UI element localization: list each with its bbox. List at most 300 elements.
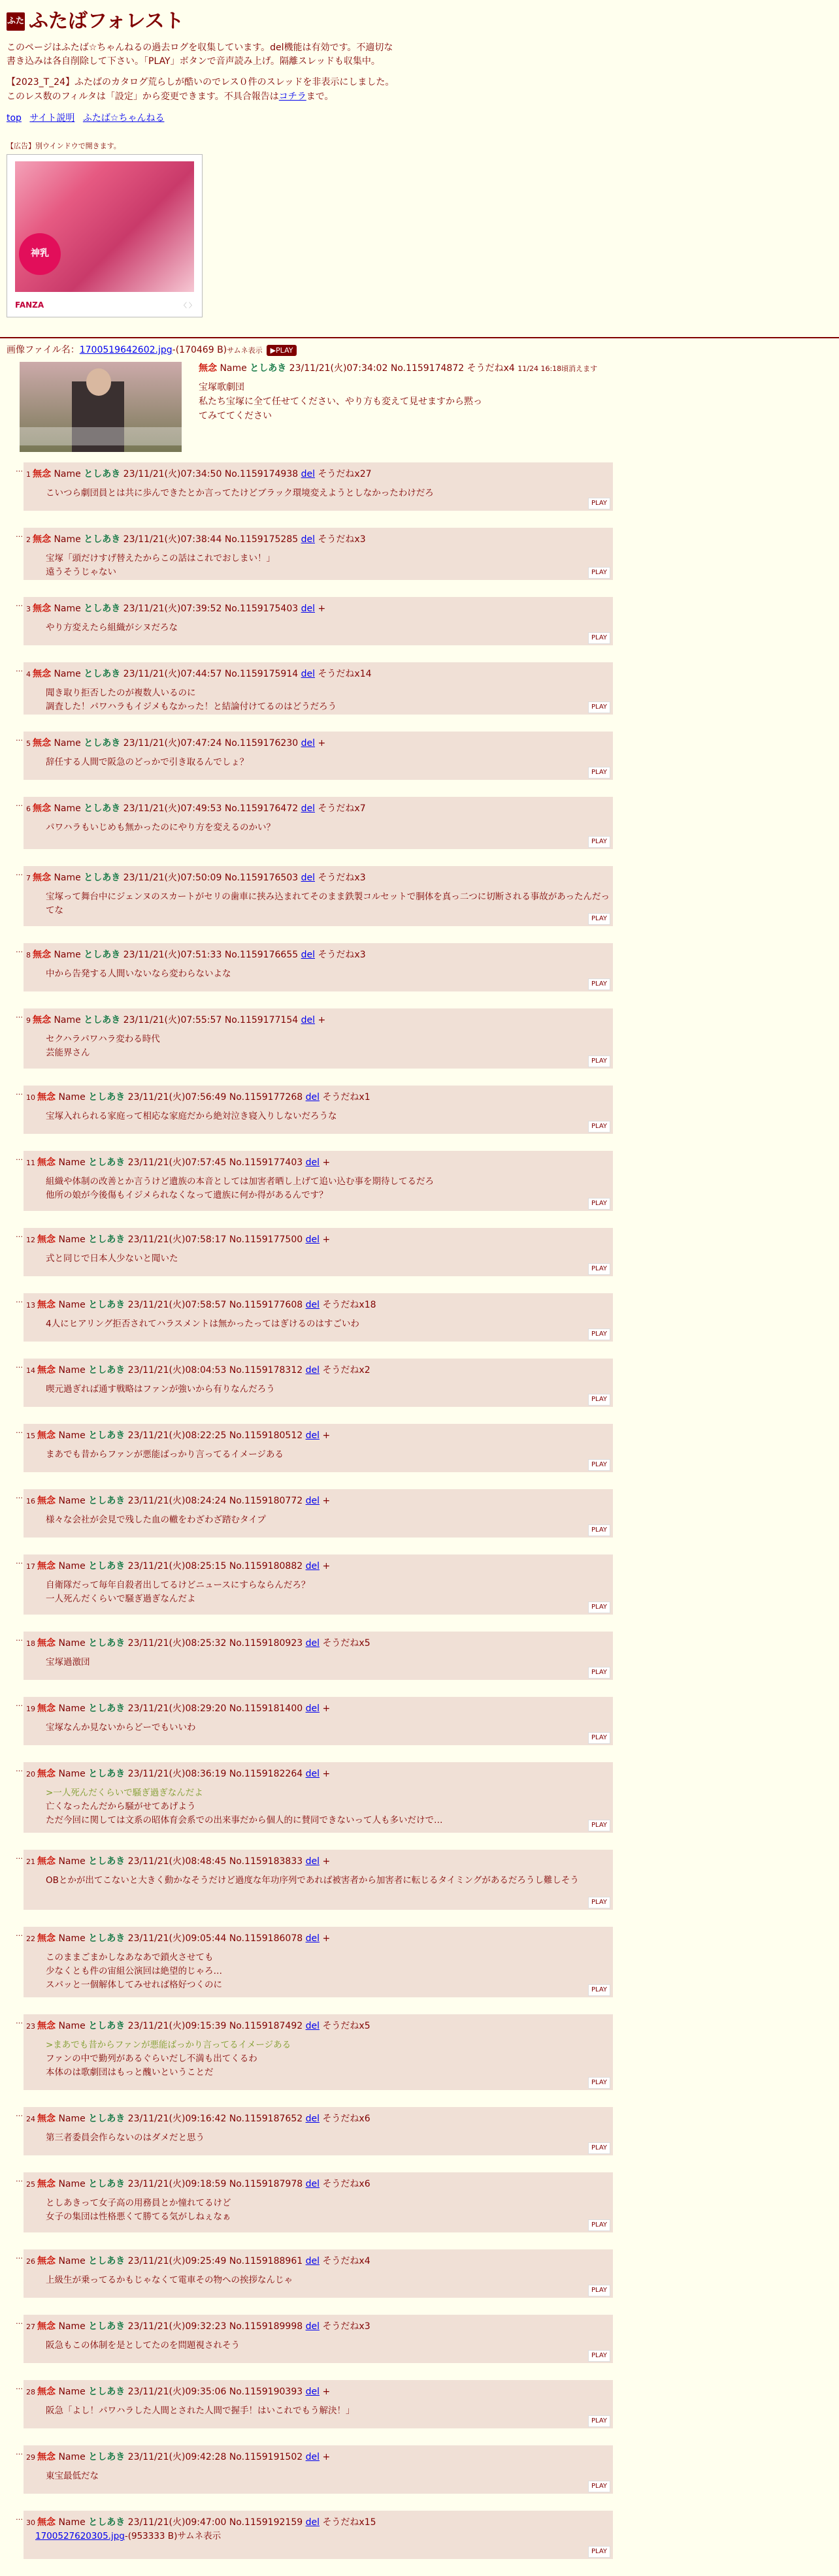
response-row: [16, 2172, 832, 2249]
sodane-button[interactable]: +: [322, 1933, 331, 1944]
del-link[interactable]: del: [305, 2113, 320, 2124]
response-datetime: 23/11/21(火)09:18:59: [127, 2178, 227, 2189]
del-link[interactable]: del: [305, 1856, 320, 1867]
play-button[interactable]: PLAY: [588, 1198, 610, 1210]
response-header: [26, 1014, 610, 1028]
response-dots: …: [16, 1699, 23, 1708]
del-link[interactable]: del: [301, 534, 315, 545]
response-line: セクハラパワハラ変わる時代: [46, 1034, 160, 1045]
response-header: [26, 2320, 610, 2334]
response-number-link[interactable]: No.1159180772: [229, 1495, 303, 1506]
response-number-link[interactable]: No.1159175914: [224, 668, 299, 679]
response-number-link[interactable]: No.1159191502: [229, 2451, 303, 2462]
sodane-button[interactable]: +: [322, 1430, 331, 1441]
sodane-button[interactable]: そうだねx2: [322, 1364, 370, 1376]
response-line: 他所の娘が今後傷もイジメられなくなって遺族に何か得があるんです？: [46, 1190, 328, 1201]
response-line: 東宝最低だな: [46, 2471, 99, 2482]
response-number: 16: [26, 1496, 35, 1505]
response-number: 23: [26, 2021, 35, 2031]
sodane-button[interactable]: +: [322, 1495, 331, 1506]
response-number-link[interactable]: No.1159176472: [224, 803, 299, 814]
play-button[interactable]: PLAY: [588, 2219, 610, 2231]
response-name: としあき: [84, 872, 121, 883]
sodane-button[interactable]: +: [322, 1768, 331, 1779]
response-name: としあき: [88, 1560, 125, 1571]
response-row: [16, 1228, 832, 1293]
response-name-label: Name: [58, 2113, 86, 2124]
response-message: [46, 621, 610, 635]
response-header: [26, 948, 610, 963]
response-line: 一人死んだくらいで騒ぎ過ぎなんだよ: [46, 1594, 196, 1605]
play-button[interactable]: PLAY: [588, 2285, 610, 2296]
response-thumb-label[interactable]: サムネ表示: [177, 2531, 222, 2542]
response-datetime: 23/11/21(火)07:50:09: [123, 872, 222, 883]
response-message: [46, 2131, 610, 2145]
op-play-button[interactable]: ▶PLAY: [267, 345, 297, 356]
response-header: [26, 1298, 610, 1313]
response-header: [26, 1429, 610, 1443]
response: [24, 462, 613, 511]
response-number-link[interactable]: No.1159192159: [229, 2517, 303, 2528]
response-number: 3: [26, 604, 31, 613]
response-row: [16, 1927, 832, 2014]
play-button[interactable]: PLAY: [588, 2415, 610, 2427]
del-link[interactable]: del: [305, 1637, 320, 1649]
response-line: 自衛隊だって毎年自殺者出してるけどニュースにすらならんだろ？: [46, 1580, 310, 1591]
response-number: 30: [26, 2518, 35, 2527]
del-link[interactable]: del: [301, 468, 315, 479]
response-header: [26, 2112, 610, 2127]
response-number-link[interactable]: No.1159176230: [224, 737, 299, 749]
response-message: [46, 2339, 610, 2353]
del-link[interactable]: del: [305, 2255, 320, 2266]
response-datetime: 23/11/21(火)09:47:00: [127, 2517, 227, 2528]
response-line: 中から告発する人間いないなら変わらないよな: [46, 969, 231, 980]
response-number-link[interactable]: No.1159177608: [229, 1299, 303, 1310]
notice-text: 【2023_T_24】ふたばのカタログ荒らしが酷いのでレス０件のスレッドを非表示にしました。このレス数のフィルタは「設定」から変更できます。不具合報告はコチラまで。: [7, 76, 395, 102]
sodane-button[interactable]: そうだねx1: [322, 1091, 370, 1103]
response-datetime: 23/11/21(火)09:15:39: [127, 2020, 227, 2031]
ad-banner[interactable]: [7, 154, 203, 317]
response-dots: …: [16, 530, 23, 539]
del-link[interactable]: del: [305, 2451, 320, 2462]
response-subject: 無念: [37, 1091, 56, 1103]
response-name-label: Name: [54, 668, 81, 679]
sodane-button[interactable]: そうだねx3: [318, 534, 366, 545]
play-button[interactable]: PLAY: [588, 1263, 610, 1275]
response-line: 宝塚「頭だけすげ替えたからこの話はこれでおしまい！」: [46, 553, 275, 564]
op-sodane[interactable]: そうだねx4: [467, 362, 515, 374]
response-subject: 無念: [37, 1637, 56, 1649]
response-line: やり方変えたら組織がシヌだろな: [46, 622, 178, 634]
response-header: [26, 2516, 610, 2530]
response-subject: 無念: [33, 737, 51, 749]
play-button[interactable]: PLAY: [588, 2546, 610, 2558]
response-number-link[interactable]: No.1159175403: [224, 603, 299, 614]
response-datetime: 23/11/21(火)09:16:42: [127, 2113, 227, 2124]
response-number-link[interactable]: No.1159176655: [224, 949, 299, 960]
response-number-link[interactable]: No.1159187652: [229, 2113, 303, 2124]
response-line: 様々な会社が会見で残した血の轍をわざわざ踏むタイプ: [46, 1515, 266, 1526]
response-datetime: 23/11/21(火)09:42:28: [127, 2451, 227, 2462]
response-subject: 無念: [37, 2113, 56, 2124]
response-number-link[interactable]: No.1159178312: [229, 1364, 303, 1376]
response-name: としあき: [88, 1768, 125, 1779]
response-name: としあき: [88, 1299, 125, 1310]
sodane-button[interactable]: そうだねx6: [322, 2113, 370, 2124]
response: [24, 2315, 613, 2363]
response: [24, 1762, 613, 1833]
del-link[interactable]: del: [305, 1560, 320, 1571]
response: [24, 1554, 613, 1615]
response-line: 組織や体制の改善とか言うけど遺族の本音としては加害者晒し上げて追い込む事を期待してるだろ: [46, 1176, 434, 1187]
response-message: [46, 1721, 610, 1735]
play-button[interactable]: PLAY: [588, 1055, 610, 1067]
response-number-link[interactable]: No.1159189998: [229, 2321, 303, 2332]
response-header: [26, 2255, 610, 2269]
del-link[interactable]: del: [301, 949, 315, 960]
response-datetime: 23/11/21(火)07:47:24: [123, 737, 222, 749]
response: [24, 2511, 613, 2559]
sodane-button[interactable]: そうだねx15: [322, 2517, 376, 2528]
response-dots: …: [16, 1360, 23, 1370]
response-subject: 無念: [37, 1495, 56, 1506]
response-header: [26, 1233, 610, 1248]
response-number: 29: [26, 2453, 35, 2462]
response-name: としあき: [84, 668, 121, 679]
sodane-button[interactable]: +: [318, 603, 326, 614]
del-link[interactable]: del: [301, 668, 315, 679]
response-header: [26, 468, 610, 482]
response-file-link[interactable]: 1700527620305.jpg: [35, 2531, 125, 2542]
response-datetime: 23/11/21(火)07:44:57: [123, 668, 222, 679]
response-name-label: Name: [54, 872, 81, 883]
play-button[interactable]: PLAY: [588, 1121, 610, 1133]
response-name: としあき: [88, 1091, 125, 1103]
response-subject: 無念: [33, 803, 51, 814]
play-button[interactable]: PLAY: [588, 1328, 610, 1340]
del-link[interactable]: del: [305, 2386, 320, 2397]
response-number-link[interactable]: No.1159174938: [224, 468, 299, 479]
play-button[interactable]: PLAY: [588, 913, 610, 925]
response-name-label: Name: [58, 2255, 86, 2266]
response-row: [16, 1359, 832, 1424]
response-message: [46, 1579, 610, 1606]
del-link[interactable]: del: [305, 1299, 320, 1310]
op-file-link[interactable]: 1700519642602.jpg: [79, 344, 173, 355]
response-name-label: Name: [58, 1364, 86, 1376]
sodane-button[interactable]: +: [322, 1703, 331, 1714]
response-number-link[interactable]: No.1159177403: [229, 1157, 303, 1168]
response-number: 4: [26, 669, 31, 679]
response-message: [46, 1033, 610, 1060]
response: [24, 2014, 613, 2090]
response-number-link[interactable]: No.1159187978: [229, 2178, 303, 2189]
response-subject: 無念: [37, 2178, 56, 2189]
play-button[interactable]: PLAY: [588, 701, 610, 713]
response-line: 本体のは歌劇団はもっと醜いということだ: [46, 2067, 214, 2078]
response-header: [26, 1637, 610, 1651]
response-message: [46, 821, 610, 835]
response-line: スパッと一個解体してみせれば格好つくのに: [46, 1980, 222, 1991]
response-dots: …: [16, 1634, 23, 1643]
op-thumbnail[interactable]: [20, 362, 182, 452]
response-line: 調査した！パワハラもイジメもなかった！と結論付けてるのはどうだろう: [46, 701, 337, 713]
del-link[interactable]: del: [305, 1091, 320, 1103]
response-name: としあき: [88, 1495, 125, 1506]
response-header: [26, 1855, 610, 1869]
del-link[interactable]: del: [305, 1364, 320, 1376]
response-name: としあき: [88, 2020, 125, 2031]
del-link[interactable]: del: [305, 1157, 320, 1168]
response-row: [16, 732, 832, 797]
response-subject: 無念: [33, 949, 51, 960]
sodane-button[interactable]: +: [318, 737, 326, 749]
response: [24, 662, 613, 715]
sodane-button[interactable]: そうだねx3: [318, 949, 366, 960]
response-datetime: 23/11/21(火)08:48:45: [127, 1856, 227, 1867]
response: [24, 1850, 613, 1910]
response-dots: …: [16, 1852, 23, 1861]
play-button[interactable]: PLAY: [588, 1459, 610, 1471]
play-button[interactable]: PLAY: [588, 1732, 610, 1744]
response-number: 27: [26, 2322, 35, 2331]
response-dots: …: [16, 1491, 23, 1500]
play-button[interactable]: PLAY: [588, 1897, 610, 1908]
response-header: [26, 737, 610, 751]
play-button[interactable]: PLAY: [588, 1602, 610, 1613]
response-message: [46, 967, 610, 981]
response-list: [7, 462, 832, 2576]
del-link[interactable]: del: [305, 1234, 320, 1245]
del-link[interactable]: del: [305, 1495, 320, 1506]
response-header: [26, 1932, 610, 1946]
del-link[interactable]: del: [305, 2321, 320, 2332]
play-button[interactable]: PLAY: [588, 2481, 610, 2492]
response-number: 9: [26, 1016, 31, 1025]
del-link[interactable]: del: [305, 1768, 320, 1779]
response-message: [46, 890, 610, 918]
response: [24, 2172, 613, 2232]
response-line: 芸能界さん: [46, 1048, 90, 1059]
play-button[interactable]: PLAY: [588, 836, 610, 848]
op-thumb-label[interactable]: サムネ表示: [227, 346, 263, 355]
play-button[interactable]: PLAY: [588, 2142, 610, 2154]
del-link[interactable]: del: [305, 1933, 320, 1944]
sodane-button[interactable]: そうだねx4: [322, 2255, 370, 2266]
response-subject: 無念: [37, 2517, 56, 2528]
response-message: [46, 1656, 610, 1669]
response-number-link[interactable]: No.1159180512: [229, 1430, 303, 1441]
response-name-label: Name: [58, 1637, 86, 1649]
response-line: 式と同じで日本人少ないと聞いた: [46, 1253, 178, 1264]
sodane-button[interactable]: +: [318, 1014, 326, 1025]
del-link[interactable]: del: [301, 737, 315, 749]
sodane-button[interactable]: そうだねx14: [318, 668, 372, 679]
response-dots: …: [16, 2251, 23, 2261]
response-subject: 無念: [37, 1430, 56, 1441]
response-header: [26, 533, 610, 547]
op-file-info: 画像ファイル名：1700519642602.jpg-(170469 B)サムネ表示 ▶PLAY: [7, 344, 832, 358]
play-button[interactable]: PLAY: [588, 2077, 610, 2089]
response-row: [16, 662, 832, 732]
response-number-link[interactable]: No.1159190393: [229, 2386, 303, 2397]
response-subject: 無念: [37, 1364, 56, 1376]
sodane-button[interactable]: +: [322, 1856, 331, 1867]
play-button[interactable]: PLAY: [588, 567, 610, 579]
nav-link-top[interactable]: top: [7, 113, 22, 124]
op-message: 宝塚歌劇団 私たち宝塚に全て任せてください、やり方も変えて見せますから黙ってみててください: [199, 382, 482, 421]
response-name: としあき: [88, 1364, 125, 1376]
del-link[interactable]: del: [305, 2178, 320, 2189]
response-line: 阪急「よし！パワハラした人間とされた人間で握手！はいこれでもう解決！」: [46, 2406, 355, 2417]
response-name-label: Name: [54, 949, 81, 960]
contact-link[interactable]: コチラ: [278, 91, 306, 102]
nav-link-futaba[interactable]: ふたば☆ちゃんねる: [82, 113, 165, 124]
del-link[interactable]: del: [305, 2020, 320, 2031]
response-row: [16, 1697, 832, 1762]
sodane-button[interactable]: そうだねx6: [322, 2178, 370, 2189]
response-number-link[interactable]: No.1159177154: [224, 1014, 299, 1025]
ad-badge: 神乳: [19, 233, 61, 275]
response-line: ただ今回に関しては文系の昭体育会系での出来事だから個人的に賛同できないって人も多いだけで…: [46, 1815, 443, 1826]
response-number-link[interactable]: No.1159177268: [229, 1091, 303, 1103]
response-subject: 無念: [37, 1856, 56, 1867]
response-name-label: Name: [58, 1768, 86, 1779]
response-number-link[interactable]: No.1159187492: [229, 2020, 303, 2031]
sodane-button[interactable]: そうだねx3: [318, 872, 366, 883]
sodane-button[interactable]: +: [322, 2451, 331, 2462]
response-row: [16, 462, 832, 528]
response-number-link[interactable]: No.1159186078: [229, 1933, 303, 1944]
response-dots: …: [16, 733, 23, 743]
response-name: としあき: [88, 2321, 125, 2332]
del-link[interactable]: del: [301, 1014, 315, 1025]
sodane-button[interactable]: +: [322, 1234, 331, 1245]
response-name-label: Name: [58, 1856, 86, 1867]
del-link[interactable]: del: [305, 1703, 320, 1714]
response-number-link[interactable]: No.1159180882: [229, 1560, 303, 1571]
response-message: [46, 2470, 610, 2483]
play-button[interactable]: PLAY: [588, 1524, 610, 1536]
response-message: [46, 1951, 610, 1992]
response-datetime: 23/11/21(火)07:49:53: [123, 803, 222, 814]
response-name-label: Name: [54, 803, 81, 814]
response-datetime: 23/11/21(火)08:22:25: [127, 1430, 227, 1441]
response-number: 10: [26, 1093, 35, 1102]
del-link[interactable]: del: [301, 603, 315, 614]
response-number: 13: [26, 1300, 35, 1310]
sodane-button[interactable]: そうだねx27: [318, 468, 372, 479]
response-dots: …: [16, 1153, 23, 1162]
del-link[interactable]: del: [305, 2517, 320, 2528]
response-dots: …: [16, 664, 23, 673]
response-row: [16, 2380, 832, 2445]
sodane-button[interactable]: +: [322, 2386, 331, 2397]
response-header: [26, 802, 610, 816]
response-message: [46, 2549, 610, 2562]
response-message: [46, 1110, 610, 1123]
response-number-link[interactable]: No.1159182264: [229, 1768, 303, 1779]
response: [24, 528, 613, 580]
response: [24, 2445, 613, 2494]
response-line: まあでも昔からファンが悪能ばっかり言ってるイメージある: [46, 1449, 284, 1460]
response-number-link[interactable]: No.1159175285: [224, 534, 299, 545]
response-number-link[interactable]: No.1159181400: [229, 1703, 303, 1714]
response-dots: …: [16, 2447, 23, 2456]
play-button[interactable]: PLAY: [588, 978, 610, 990]
response-row: [16, 2249, 832, 2315]
response-header: [26, 602, 610, 617]
response-row: [16, 2014, 832, 2107]
play-button[interactable]: PLAY: [588, 1984, 610, 1996]
response-line: 亡くなったんだから騒がせてあげよう: [46, 1801, 196, 1812]
response-number-link[interactable]: No.1159180923: [229, 1637, 303, 1649]
play-button[interactable]: PLAY: [588, 2350, 610, 2362]
response-row: [16, 1008, 832, 1086]
response-subject: 無念: [37, 1933, 56, 1944]
response-datetime: 23/11/21(火)07:38:44: [123, 534, 222, 545]
response: [24, 2107, 613, 2155]
sodane-button[interactable]: +: [322, 1560, 331, 1571]
response-subject: 無念: [37, 1768, 56, 1779]
response: [24, 1086, 613, 1134]
response-name: としあき: [88, 2113, 125, 2124]
play-button[interactable]: PLAY: [588, 1667, 610, 1679]
response-line: 辞任する人間で阪急のどっかで引き取るんでしょ？: [46, 757, 249, 768]
del-link[interactable]: del: [301, 872, 315, 883]
response-name: としあき: [88, 2517, 125, 2528]
response-line: としあきって女子高の用務員とか憧れてるけど: [46, 2198, 231, 2209]
response-subject: 無念: [33, 1014, 51, 1025]
response-number-link[interactable]: No.1159176503: [224, 872, 299, 883]
response: [24, 732, 613, 780]
response-header: [26, 2178, 610, 2192]
sodane-button[interactable]: そうだねx3: [322, 2321, 370, 2332]
play-button[interactable]: PLAY: [588, 767, 610, 779]
del-link[interactable]: del: [305, 1430, 320, 1441]
response-header: [26, 1494, 610, 1509]
sodane-button[interactable]: そうだねx5: [322, 1637, 370, 1649]
top-nav: [7, 112, 832, 126]
response-dots: …: [16, 2513, 23, 2522]
response-number-link[interactable]: No.1159183833: [229, 1856, 303, 1867]
play-button[interactable]: PLAY: [588, 632, 610, 644]
response-message: [46, 2197, 610, 2224]
play-button[interactable]: PLAY: [588, 1820, 610, 1831]
play-button[interactable]: PLAY: [588, 498, 610, 509]
response-number-link[interactable]: No.1159177500: [229, 1234, 303, 1245]
response-line: 聞き取り拒否したのが複数人いるのに: [46, 688, 196, 699]
response-header: [26, 2451, 610, 2465]
sodane-button[interactable]: +: [322, 1157, 331, 1168]
nav-link-about[interactable]: サイト説明: [29, 113, 75, 124]
response-line: このままごまかしなあなあで鎖火させても: [46, 1952, 214, 1963]
response-subject: 無念: [33, 603, 51, 614]
sodane-button[interactable]: そうだねx7: [318, 803, 366, 814]
ad-nav-buttons[interactable]: 〈 〉: [180, 302, 195, 310]
play-button[interactable]: PLAY: [588, 1394, 610, 1406]
response-line: 少なくとも件の宙組公演回は絶望的じゃろ…: [46, 1966, 222, 1977]
sodane-button[interactable]: そうだねx18: [322, 1299, 376, 1310]
response-line: 宝塚って舞台中にジェンヌのスカートがセリの歯車に挟み込まれてそのまま鉄製コルセットで胴体を真っ二つに切断される事故があったんだってな: [46, 892, 610, 916]
response-name-label: Name: [54, 737, 81, 749]
response-number-link[interactable]: No.1159188961: [229, 2255, 303, 2266]
response-name-label: Name: [58, 1495, 86, 1506]
del-link[interactable]: del: [301, 803, 315, 814]
sodane-button[interactable]: そうだねx5: [322, 2020, 370, 2031]
response-dots: …: [16, 1295, 23, 1304]
